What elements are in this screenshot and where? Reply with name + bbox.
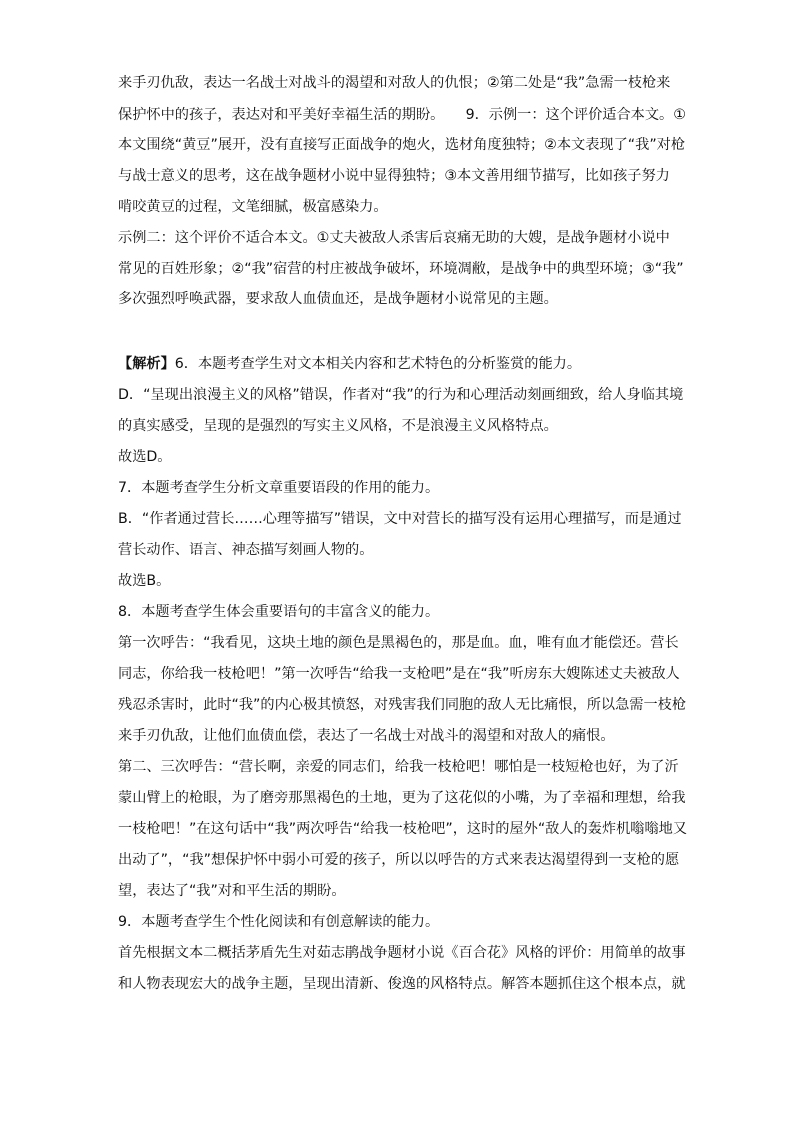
text-line: 故选D。: [118, 449, 172, 465]
text-line: 故选B。: [118, 573, 171, 589]
text-line: 7．本题考查学生分析文章重要语段的作用的能力。: [118, 480, 440, 496]
text-line: 出动了”，“我”想保护怀中弱小可爱的孩子，所以以呼告的方式来表达渴望得到一支枪的愿: [118, 852, 680, 868]
text-line: 和人物表现宏大的战争主题，呈现出清新、俊逸的风格特点。解答本题抓住这个根本点，就: [118, 976, 686, 992]
text-line: 常见的百姓形象；②“我”宿营的村庄被战争破坏，环境凋敝，是战争中的典型环境；③“我”: [118, 261, 684, 277]
text-line: 残忍杀害时，此时“我”的内心极其愤怒，对残害我们同胞的敌人无比痛恨，所以急需一枝枪: [118, 697, 687, 713]
analysis-label: 【解析】: [118, 356, 175, 372]
text-line: 来手刃仇敌，表达一名战士对战斗的渴望和对敌人的仇恨；②第二处是“我”急需一枝枪来: [118, 75, 671, 91]
text-line: 一枝枪吧！”在这句话中“我”两次呼告“给我一枝枪吧”，这时的屋外“敌人的轰炸机嗡嗡地又: [118, 821, 688, 837]
text-line: 啃咬黄豆的过程，文笔细腻，极富感染力。: [118, 199, 388, 215]
analysis-heading-line: [118, 354, 688, 374]
text-line: 9．本题考查学生个性化阅读和有创意解读的能力。: [118, 914, 440, 930]
text-line: 来手刃仇敌，让他们血债血偿，表达了一名战士对战斗的渴望和对敌人的痛恨。: [118, 728, 615, 744]
text-line: 同志，你给我一枝枪吧！”第一次呼告“给我一支枪吧”是在“我”听房东大嫂陈述丈夫被敌人: [118, 666, 680, 682]
text-line: 多次强烈呼唤武器，要求敌人血债血还，是战争题材小说常见的主题。: [118, 291, 558, 307]
text-line: 蒙山臂上的枪眼，为了磨旁那黑褐色的土地，更为了这花似的小嘴，为了幸福和理想，给我: [118, 790, 686, 806]
text-line: 与战士意义的思考，这在战争题材小说中显得独特；③本文善用细节描写，比如孩子努力: [118, 168, 670, 184]
text-line: 示例二：这个评价不适合本文。①丈夫被敌人杀害后哀痛无助的大嫂，是战争题材小说中: [118, 230, 670, 246]
analysis-first-line: 6．本题考查学生对文本相关内容和艺术特色的分析鉴赏的能力。: [174, 356, 582, 372]
text-line: 望，表达了“我”对和平生活的期盼。: [118, 883, 346, 899]
text-line: 8．本题考查学生体会重要语句的丰富含义的能力。: [118, 604, 440, 620]
text-line: 第一次呼告：“我看见，这块土地的颜色是黑褐色的，那是血。血，唯有血才能偿还。营长: [118, 635, 679, 651]
text-line: 本文围绕“黄豆”展开，没有直接写正面战争的炮火，选材角度独特；②本文表现了“我”对枪: [118, 137, 686, 153]
text-line: 营长动作、语言、神态描写刻画人物的。: [118, 542, 374, 558]
text-line: D．“呈现出浪漫主义的风格”错误，作者对“我”的行为和心理活动刻画细致，给人身临其境: [118, 387, 684, 403]
text-line: 保护怀中的孩子，表达对和平美好幸福生活的期盼。 9．示例一：这个评价适合本文。①: [118, 107, 686, 123]
text-line: B．“作者通过营长……心理等描写”错误，文中对营长的描写没有运用心理描写，而是通过: [118, 511, 682, 527]
text-line: 首先根据文本二概括茅盾先生对茹志鹃战争题材小说《百合花》风格的评价：用简单的故事: [118, 945, 686, 961]
text-line: 第二、三次呼告：“营长啊，亲爱的同志们，给我一枝枪吧！哪怕是一枝短枪也好，为了沂: [118, 759, 679, 775]
text-line: 的真实感受，呈现的是强烈的写实主义风格，不是浪漫主义风格特点。: [118, 418, 558, 434]
